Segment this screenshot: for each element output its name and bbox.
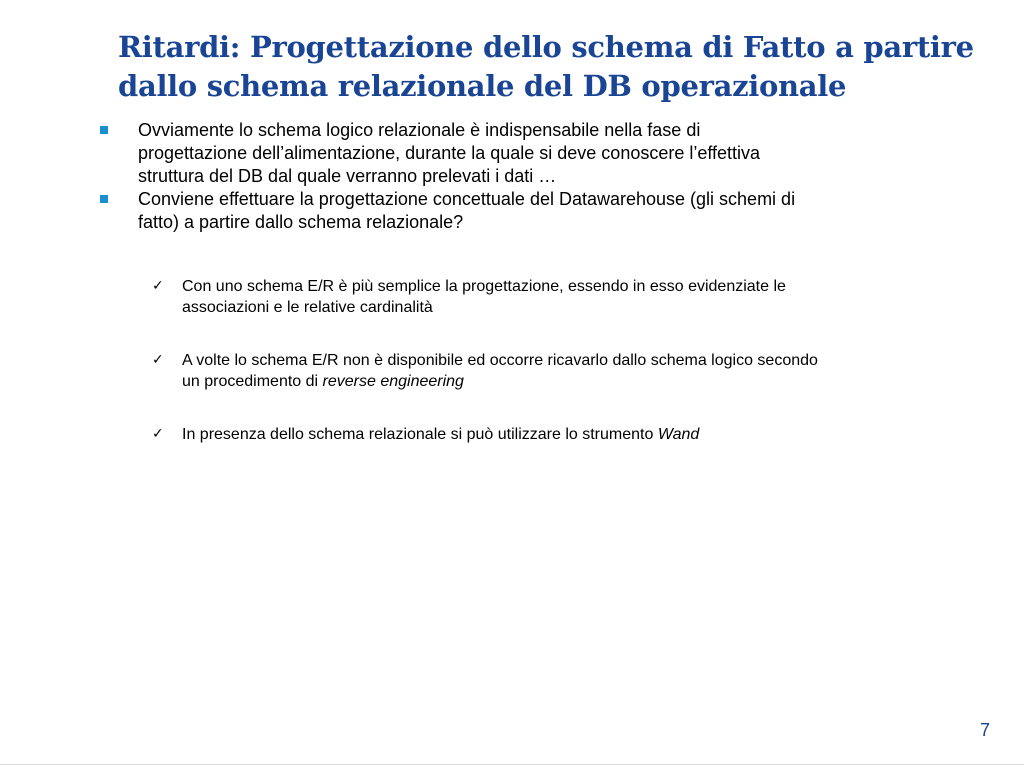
bullet-1-line-3: struttura del DB dal quale verranno prelevati i dati …	[138, 166, 557, 186]
sub-2-line-1: A volte lo schema E/R non è disponibile ed occorre ricavarlo dallo schema logico secondo	[182, 352, 818, 369]
title-line-1: Ritardi: Progettazione dello schema di Fatto a partire	[118, 30, 974, 64]
square-bullet-icon	[100, 126, 108, 134]
title-line-2: dallo schema relazionale del DB operazionale	[118, 69, 847, 103]
square-bullet-icon	[100, 195, 108, 203]
checkmark-icon: ✓	[152, 426, 164, 442]
sub-1-line-2: associazioni e le relative cardinalità	[182, 299, 433, 316]
sub-3-line-1-prefix: In presenza dello schema relazionale si può utilizzare lo strumento	[182, 426, 658, 443]
sub-2-italic-term: reverse engineering	[322, 373, 464, 390]
page-number: 7	[979, 720, 990, 740]
checkmark-icon: ✓	[152, 352, 164, 368]
bullet-1-line-2: progettazione dell’alimentazione, durante la quale si deve conoscere l’effettiva	[138, 143, 761, 163]
bullet-1-line-1: Ovviamente lo schema logico relazionale è indispensabile nella fase di	[138, 120, 701, 140]
sub-2-line-2-prefix: un procedimento di	[182, 373, 323, 390]
sub-bullet-item-3	[152, 424, 982, 445]
bullet-2-line-1: Conviene effettuare la progettazione concettuale del Datawarehouse (gli schemi di	[138, 189, 796, 209]
sub-3-italic-term: Wand	[657, 426, 700, 443]
sub-bullet-item-1	[152, 276, 982, 318]
bullet-2-line-2: fatto) a partire dallo schema relazionale?	[138, 212, 464, 232]
slide-title	[118, 28, 998, 106]
bullet-item-1	[100, 119, 980, 188]
sub-bullet-item-2	[152, 350, 982, 392]
bottom-divider	[0, 764, 1024, 765]
checkmark-icon: ✓	[152, 278, 164, 294]
bullet-item-2	[100, 188, 980, 234]
bullet-list	[100, 119, 980, 234]
sub-1-line-1: Con uno schema E/R è più semplice la progettazione, essendo in esso evidenziate le	[182, 278, 786, 295]
sub-bullet-list	[152, 276, 982, 445]
